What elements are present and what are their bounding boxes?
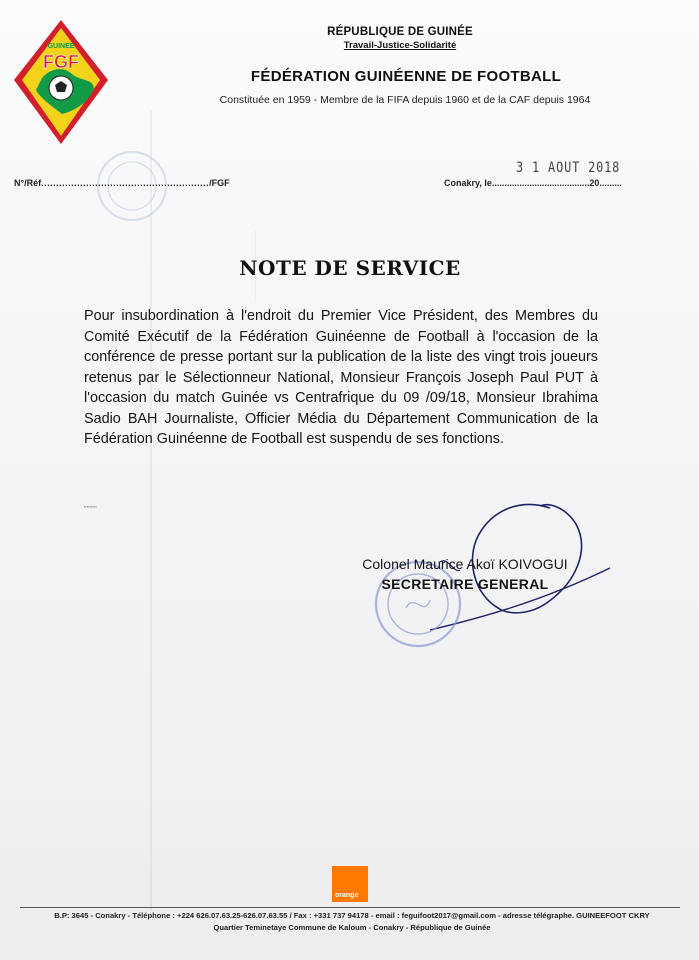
reference-line: N°/Réf......................................................../FGF: [14, 178, 230, 188]
signatory-name: Colonel Maurice Akoï KOIVOGUI: [362, 556, 568, 572]
date-stamp: 3 1 AOUT 2018: [516, 160, 621, 176]
document-body: Pour insubordination à l'endroit du Premier Vice Président, des Membres du Comité Exécutif de la Fédération Guinéenne de Football à l'occasion de la conférence de presse portant sur la publication de la liste des vingt trois joueurs retenus par le Sélectionneur National, Monsieur François Joseph Paul PUT à l'occasion du match Guinée vs Centrafrique du 09 /09/18, Monsieur Ibrahima Sadio BAH Journaliste, Officier Média du Département Communication de la Fédération Guinéenne de Football est suspendu de ses fonctions.: [84, 308, 598, 447]
footer-address: Quartier Teminetaye Commune de Kaloum - Conakry - République de Guinée: [213, 923, 491, 932]
orange-label: orange: [335, 892, 359, 899]
footer-divider: [20, 907, 680, 908]
fgf-logo: [12, 18, 110, 146]
republic-title: RÉPUBLIQUE DE GUINÉE: [327, 26, 473, 38]
orange-logo: [332, 866, 368, 902]
place-label: Conakry, le: [444, 178, 492, 188]
logo-top-text: GUINEE: [47, 43, 75, 50]
signatory-title: SECRETAIRE GENERAL: [381, 576, 549, 592]
fold-line: [150, 110, 152, 910]
year-prefix: 20: [589, 178, 600, 188]
document-title: NOTE DE SERVICE: [239, 256, 461, 280]
reference-prefix: N°/Réf: [14, 178, 42, 188]
national-motto: Travail-Justice-Solidarité: [343, 40, 457, 51]
letterhead: [200, 26, 600, 51]
logo-letters: FGF: [43, 52, 79, 72]
federation-name: FÉDÉRATION GUINÉENNE DE FOOTBALL: [250, 68, 562, 85]
reference-suffix: /FGF: [209, 178, 230, 188]
date-line: Conakry, le.......................................20.........: [444, 178, 622, 188]
initials-mark: ▪▪▪▪▪▪▪▪▪: [84, 504, 97, 509]
footer-contact: B.P: 3645 - Conakry - Téléphone : +224 626.07.63.25-626.07.63.55 / Fax : +331 737 94178 - email : feguifoot2017@gmail.com - adresse télégraphe. GUINEEFOOT CKRY: [54, 911, 650, 920]
federation-history: Constituée en 1959 - Membre de la FIFA depuis 1960 et de la CAF depuis 1964: [219, 94, 591, 106]
